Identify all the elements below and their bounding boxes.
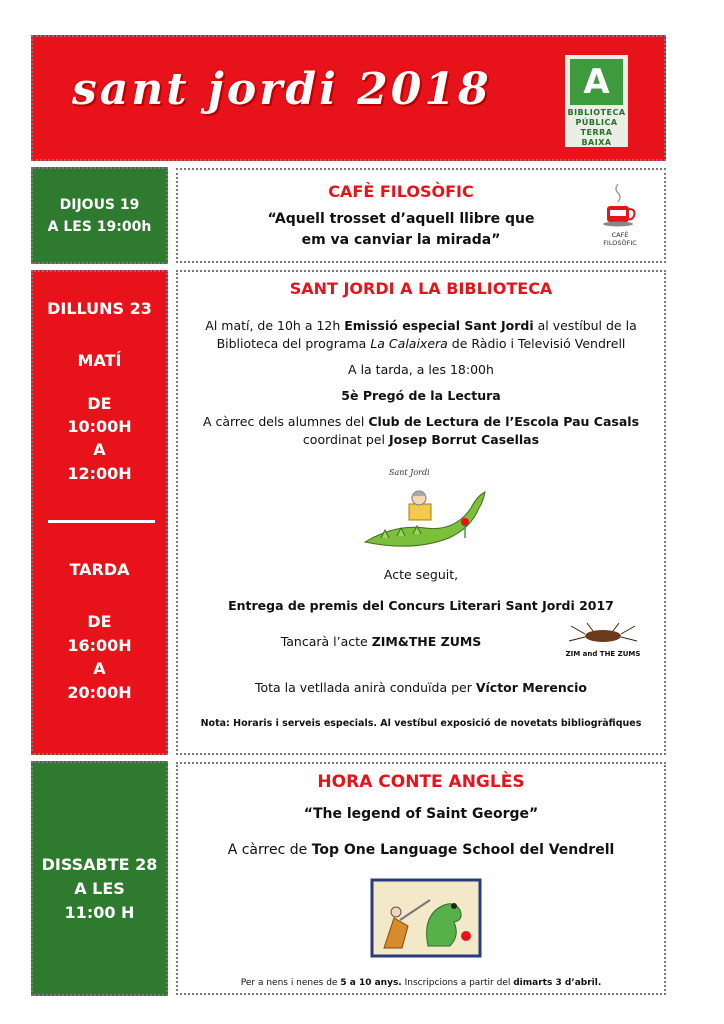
event2-morning-from: 10:00H bbox=[67, 417, 132, 436]
sant-jordi-illustration: Sant Jordi bbox=[361, 460, 491, 552]
zim-the-zums-logo: ZIM and THE ZUMS bbox=[563, 622, 643, 660]
saint-george-illustration bbox=[370, 876, 482, 960]
event3-subtitle: “The legend of Saint George” bbox=[303, 806, 539, 822]
event1-date-block bbox=[31, 167, 168, 264]
event2-line7: Acte seguit, bbox=[383, 567, 459, 582]
event2-box bbox=[176, 270, 666, 755]
event2-line9: Tancarà l’acte ZIM&THE ZUMS bbox=[280, 634, 482, 649]
event2-afternoon-de: DE bbox=[87, 612, 112, 631]
coffee-cup-icon: CAFÈ FILOSÒFIC bbox=[598, 180, 642, 255]
event2-note: Nota: Horaris i serveis especials. Al vestíbul exposició de novetats bibliogràfiques bbox=[200, 718, 642, 729]
event2-morning-a: A bbox=[93, 440, 106, 459]
time-divider bbox=[48, 520, 155, 523]
event3-day: DISSABTE 28 bbox=[41, 855, 158, 874]
event3-date-block bbox=[31, 761, 168, 996]
event2-line6: coordinat pel Josep Borrut Casellas bbox=[302, 432, 540, 447]
event3-footnote: Per a nens i nenes de 5 a 10 anys. Inscripcions a partir del dimarts 3 d’abril. bbox=[240, 978, 602, 988]
library-logo bbox=[565, 55, 628, 147]
event2-morning-de: DE bbox=[87, 394, 112, 413]
event2-heading: SANT JORDI A LA BIBLIOTECA bbox=[289, 279, 553, 298]
page-title: sant jordi 2018 bbox=[72, 64, 492, 115]
event2-afternoon-a: A bbox=[93, 659, 106, 678]
event2-line2: Biblioteca del programa La Calaixera de Ràdio i Televisió Vendrell bbox=[216, 336, 626, 351]
library-logo-text: BIBLIOTECA PÚBLICA TERRA BAIXA bbox=[567, 108, 626, 147]
event3-time: 11:00 H bbox=[64, 903, 135, 922]
event3-at: A LES bbox=[74, 879, 125, 898]
event3-box bbox=[176, 762, 666, 995]
event1-quote-1: “Aquell trosset d’aquell llibre que bbox=[267, 211, 535, 227]
event2-line4: 5è Pregó de la Lectura bbox=[341, 388, 501, 403]
event2-line10: Tota la vetllada anirà conduïda per Víctor Merencio bbox=[254, 680, 588, 695]
event2-line5: A càrrec dels alumnes del Club de Lectura de l’Escola Pau Casals bbox=[202, 414, 640, 429]
event2-afternoon: TARDA bbox=[69, 560, 130, 579]
library-logo-mark: A bbox=[570, 59, 623, 105]
event2-day: DILLUNS 23 bbox=[47, 299, 152, 318]
event1-heading: CAFÈ FILOSÒFIC bbox=[328, 182, 474, 201]
event2-afternoon-to: 20:00H bbox=[67, 683, 132, 702]
event1-box bbox=[176, 168, 666, 263]
event1-quote-2: em va canviar la mirada” bbox=[301, 232, 501, 248]
event3-heading: HORA CONTE ANGLÈS bbox=[317, 772, 525, 792]
event2-afternoon-from: 16:00H bbox=[67, 636, 132, 655]
event2-line8: Entrega de premis del Concurs Literari Sant Jordi 2017 bbox=[228, 598, 614, 613]
event2-line3: A la tarda, a les 18:00h bbox=[348, 362, 494, 377]
event2-line1: Al matí, de 10h a 12h Emissió especial Sant Jordi al vestíbul de la bbox=[205, 318, 637, 333]
event2-morning: MATÍ bbox=[77, 351, 122, 370]
event1-time: A LES 19:00h bbox=[47, 219, 152, 235]
event2-morning-to: 12:00H bbox=[67, 464, 132, 483]
event3-line1: A càrrec de Top One Language School del Vendrell bbox=[227, 842, 615, 858]
event2-date-block bbox=[31, 270, 168, 755]
event1-day: DIJOUS 19 bbox=[59, 197, 140, 213]
